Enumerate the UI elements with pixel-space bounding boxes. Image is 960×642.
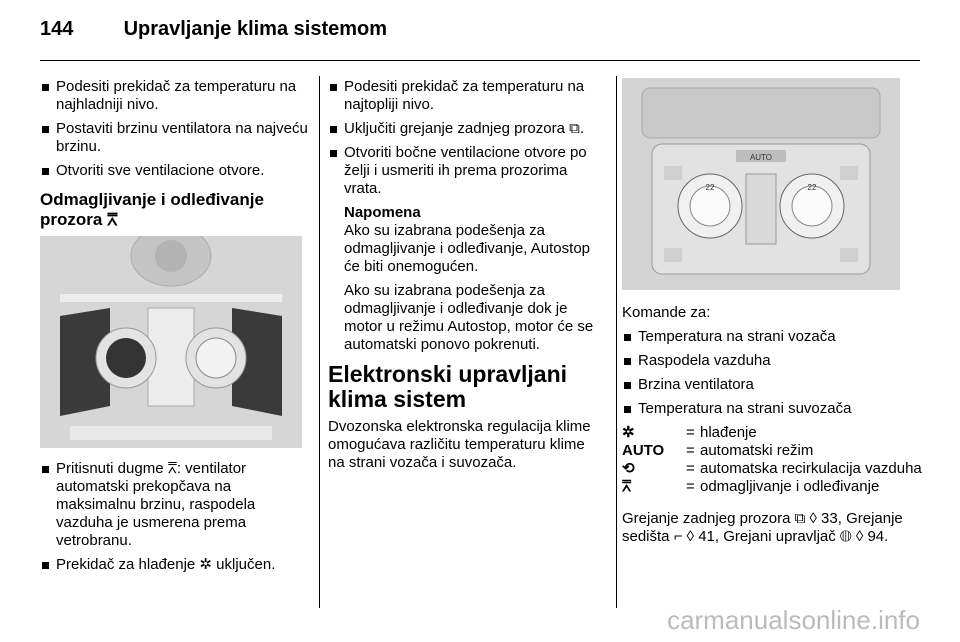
legend-text: hlađenje: [700, 424, 757, 441]
column-divider-1: [319, 76, 320, 608]
climate-panel-illustration: [40, 236, 302, 448]
snowflake-icon: ✲: [622, 424, 635, 441]
section-heading: [40, 190, 308, 230]
legend-text: automatska recirkulacija vazduha: [700, 460, 922, 477]
section-heading: Elektronski upravljani klima sistem: [328, 361, 568, 412]
header-rule: [40, 60, 920, 61]
right-temp-label: 22: [807, 183, 817, 192]
legend-equals: =: [686, 442, 695, 459]
defrost-icon: ⩞: [107, 210, 118, 229]
column-2: [328, 78, 600, 478]
legend-equals: =: [686, 478, 695, 495]
list-item: Otvoriti bočne ventilacione otvore po želji i usmeriti ih prema prozorima vrata.: [328, 144, 600, 198]
list-item: Podesiti prekidač za temperaturu na najhladniji nivo.: [40, 78, 308, 114]
climate-panel-photo: [40, 236, 302, 448]
list-item: Temperatura na strani vozača: [622, 328, 922, 346]
left-temp-label: 22: [705, 183, 715, 192]
list-item: Otvoriti sve ventilacione otvore.: [40, 162, 308, 180]
note-title: Napomena: [344, 204, 421, 221]
ecc-panel-illustration: [622, 78, 900, 290]
ecc-panel-photo-wrap: [622, 78, 922, 290]
list-item: Prekidač za hlađenje ✲ uključen.: [40, 556, 308, 574]
recirculation-icon: ⟲: [622, 460, 635, 477]
section-text: Dvozonska elektronska regulacija klime omogućava različitu temperaturu klime na strani vozača i suvozača.: [328, 418, 591, 471]
controls-list: [622, 328, 922, 418]
cross-reference-text: Grejanje zadnjeg prozora ⧉ ◊ 33, Grejanje sedišta ⌐ ◊ 41, Grejani upravljač ◍ ◊ 94.: [622, 510, 903, 545]
note-paragraph: Ako su izabrana podešenja za odmagljivanje i odleđivanje, Autostop će biti onemogućen.: [344, 222, 590, 275]
column-divider-2: [616, 76, 617, 608]
watermark: carmanualsonline.info: [667, 605, 920, 635]
controls-intro: Komande za:: [622, 304, 711, 321]
list-item: Postaviti brzinu ventilatora na najveću brzinu.: [40, 120, 308, 156]
legend-equals: =: [686, 460, 695, 477]
section-heading-text: Odmagljivanje i odleđivanje prozora: [40, 190, 264, 229]
bullet-list: [328, 78, 600, 198]
legend-equals: =: [686, 424, 695, 441]
legend-row: [622, 424, 922, 442]
page-header: [40, 18, 387, 41]
page-number: 144: [40, 18, 74, 40]
list-item: Temperatura na strani suvozača: [622, 400, 922, 418]
legend-row: [622, 460, 922, 478]
symbol-legend: [622, 424, 922, 496]
bullet-list-bottom: [40, 460, 308, 574]
legend-text: automatski režim: [700, 442, 814, 459]
list-item: Brzina ventilatora: [622, 376, 922, 394]
auto-label: AUTO: [749, 153, 773, 162]
defrost-icon: ⩞: [622, 478, 632, 495]
list-item: Raspodela vazduha: [622, 352, 922, 370]
legend-row: [622, 442, 922, 460]
legend-row: [622, 478, 922, 496]
column-1: [40, 78, 308, 580]
note-block: [328, 204, 600, 354]
list-item: Podesiti prekidač za temperaturu na najtopliji nivo.: [328, 78, 600, 114]
page-title: Upravljanje klima sistemom: [123, 18, 388, 40]
note-paragraph: Ako su izabrana podešenja za odmagljivanje i odleđivanje dok je motor u režimu Autostop, motor će se automatski ponovo pokrenuti.: [344, 282, 594, 353]
list-item: Uključiti grejanje zadnjeg prozora ⧉.: [328, 120, 600, 138]
auto-symbol: AUTO: [622, 442, 665, 459]
column-3: [622, 78, 922, 552]
list-item: Pritisnuti dugme ⩞: ventilator automatski prekopčava na maksimalnu brzinu, raspodela vazduha je usmerena prema vetrobranu.: [40, 460, 308, 550]
bullet-list-top: [40, 78, 308, 180]
legend-text: odmagljivanje i odleđivanje: [700, 478, 880, 495]
